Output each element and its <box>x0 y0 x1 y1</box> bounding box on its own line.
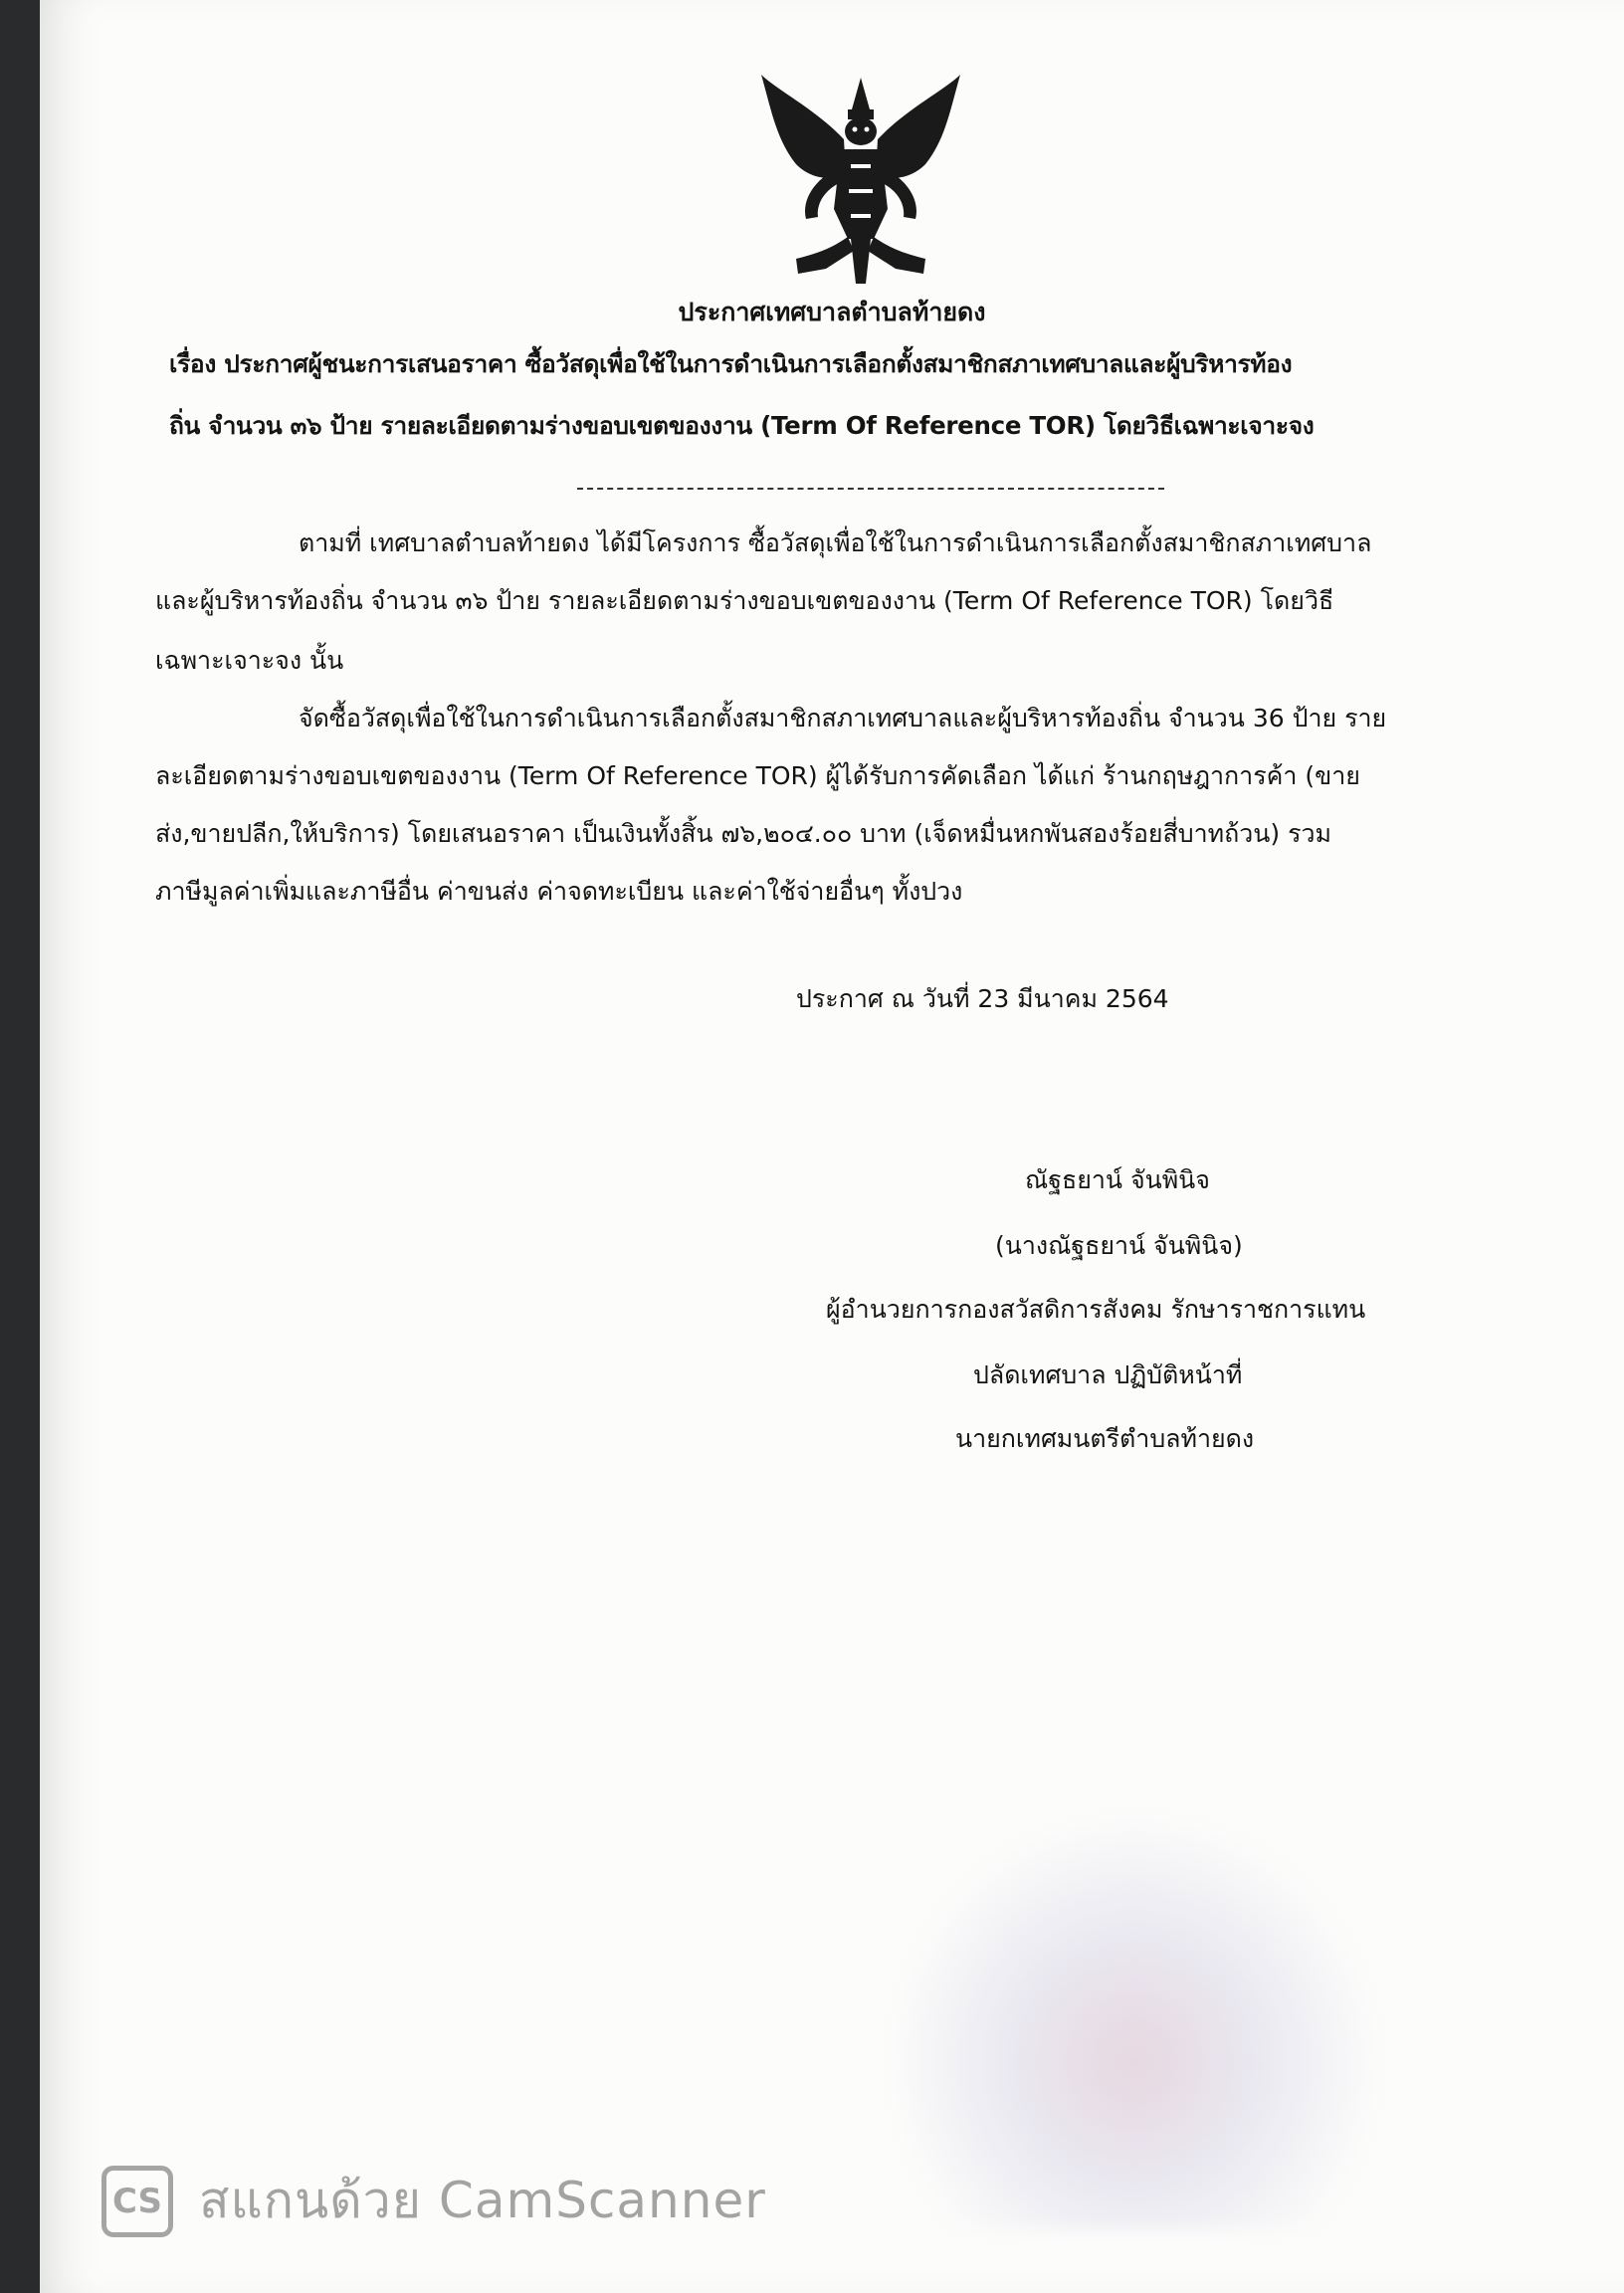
subject-line-2: ถิ่น จำนวน ๓๖ ป้าย รายละเอียดตามร่างขอบเขตของงาน (Term Of Reference TOR) โดยวิธีเฉพาะเจาะจง <box>169 411 1315 440</box>
scan-smudge <box>886 1811 1383 2229</box>
announcement-heading: ประกาศเทศบาลตำบลท้ายดง <box>678 298 986 326</box>
paragraph-1-line-1: ตามที่ เทศบาลตำบลท้ายดง ได้มีโครงการ ซื้อวัสดุเพื่อใช้ในการดำเนินการเลือกตั้งสมาชิกสภาเทศบาล <box>299 528 1372 557</box>
subject-line-1: เรื่อง ประกาศผู้ชนะการเสนอราคา ซื้อวัสดุเพื่อใช้ในการดำเนินการเลือกตั้งสมาชิกสภาเทศบาลและผู้บริหารท้อง <box>169 349 1293 378</box>
paragraph-2-line-1: จัดซื้อวัสดุเพื่อใช้ในการดำเนินการเลือกตั้งสมาชิกสภาเทศบาลและผู้บริหารท้องถิ่น จำนวน 36 ป้าย ราย <box>299 704 1387 732</box>
separator-line <box>577 488 1164 490</box>
camscanner-logo-icon: CS <box>102 2166 173 2237</box>
document-page <box>40 0 1624 2293</box>
garuda-emblem <box>756 70 965 289</box>
signer-title-1: ผู้อำนวยการกองสวัสดิการสังคม รักษาราชการแทน <box>826 1295 1366 1324</box>
paragraph-2-line-3: ส่ง,ขายปลีก,ให้บริการ) โดยเสนอราคา เป็นเงินทั้งสิ้น ๗๖,๒๐๔.๐๐ บาท (เจ็ดหมื่นหกพันสองร้อยสี่บาทถ้วน) รวม <box>155 819 1332 848</box>
paragraph-2-line-4: ภาษีมูลค่าเพิ่มและภาษีอื่น ค่าขนส่ง ค่าจดทะเบียน และค่าใช้จ่ายอื่นๆ ทั้งปวง <box>155 877 963 906</box>
signer-name: (นางณัฐธยาน์ จันพินิจ) <box>995 1231 1243 1260</box>
signer-title-2: ปลัดเทศบาล ปฏิบัติหน้าที่ <box>973 1360 1243 1389</box>
paragraph-1-line-2: และผู้บริหารท้องถิ่น จำนวน ๓๖ ป้าย รายละเอียดตามร่างขอบเขตของงาน (Term Of Reference TOR) โดยวิธี <box>155 586 1334 615</box>
camscanner-watermark <box>102 2162 766 2240</box>
signer-title-3: นายกเทศมนตรีตำบลท้ายดง <box>955 1424 1255 1453</box>
paragraph-2-line-2: ละเอียดตามร่างขอบเขตของงาน (Term Of Reference TOR) ผู้ได้รับการคัดเลือก ได้แก่ ร้านกฤษฎาการค้า (ขาย <box>155 761 1360 790</box>
signature: ณัฐธยาน์ จันพินิจ <box>1025 1165 1210 1194</box>
paragraph-1-line-3: เฉพาะเจาะจง นั้น <box>155 646 344 675</box>
announcement-date: ประกาศ ณ วันที่ 23 มีนาคม 2564 <box>796 984 1169 1013</box>
camscanner-label: สแกนด้วย CamScanner <box>199 2172 766 2229</box>
